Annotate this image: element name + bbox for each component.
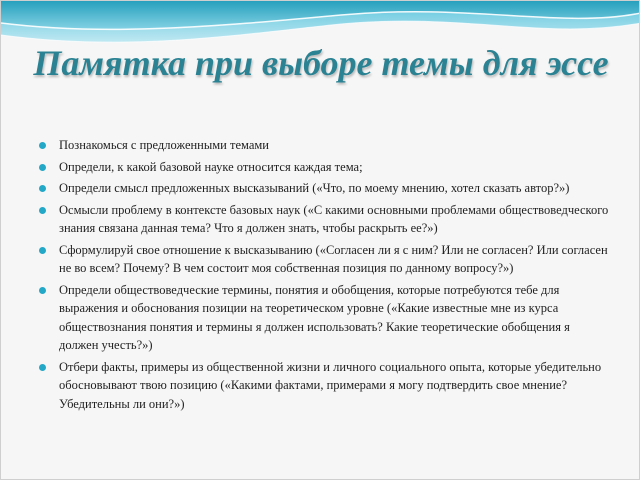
list-item <box>39 241 609 278</box>
bullet-dot-icon <box>39 364 46 371</box>
list-item-text: Определи, к какой базовой науке относится каждая тема; <box>59 159 363 174</box>
list-item-text: Познакомься с предложенными темами <box>59 138 269 152</box>
list-item <box>39 201 609 238</box>
list-item <box>39 136 609 155</box>
list-item <box>39 179 609 198</box>
bullet-dot-icon <box>39 164 46 171</box>
list-item <box>39 358 609 414</box>
list-item-text: Определи смысл предложенных высказываний («Что, по моему мнению, хотел сказать автор?») <box>59 181 570 195</box>
list-item <box>39 281 609 355</box>
bullet-dot-icon <box>39 287 46 294</box>
bullet-dot-icon <box>39 185 46 192</box>
bullet-dot-icon <box>39 247 46 254</box>
list-item-text: Отбери факты, примеры из общественной жизни и личного социального опыта, которые убедительно обосновывают твою позицию («Какими фактами, примерами я могу подтвердить свое мнение? Убедительны ли они?») <box>59 359 602 411</box>
bullet-dot-icon <box>39 142 46 149</box>
slide-title: Памятка при выборе темы для эссе <box>33 43 609 83</box>
bullet-dot-icon <box>39 207 46 214</box>
list-item-text: Определи обществоведческие термины, понятия и обобщения, которые потребуются тебе для выражения и обоснования позиции на теоретическом уровне («Какие известные мне из курса обществознания понятия и термины я должен использовать? Какие теоретические обобщения я должен учесть?») <box>59 282 570 352</box>
bullet-list <box>39 136 609 416</box>
list-item <box>39 158 609 177</box>
list-item-text: Осмысли проблему в контексте базовых наук («С какими основными проблемами обществоведческого знания связана данная тема? Что я должен знать, чтобы раскрыть ее?») <box>59 202 609 235</box>
list-item-text: Сформулируй свое отношение к высказыванию («Согласен ли я с ним? Или не согласен? Или согласен не во всем? Почему? В чем состоит моя собственная позиция по данному вопросу?») <box>59 242 608 275</box>
